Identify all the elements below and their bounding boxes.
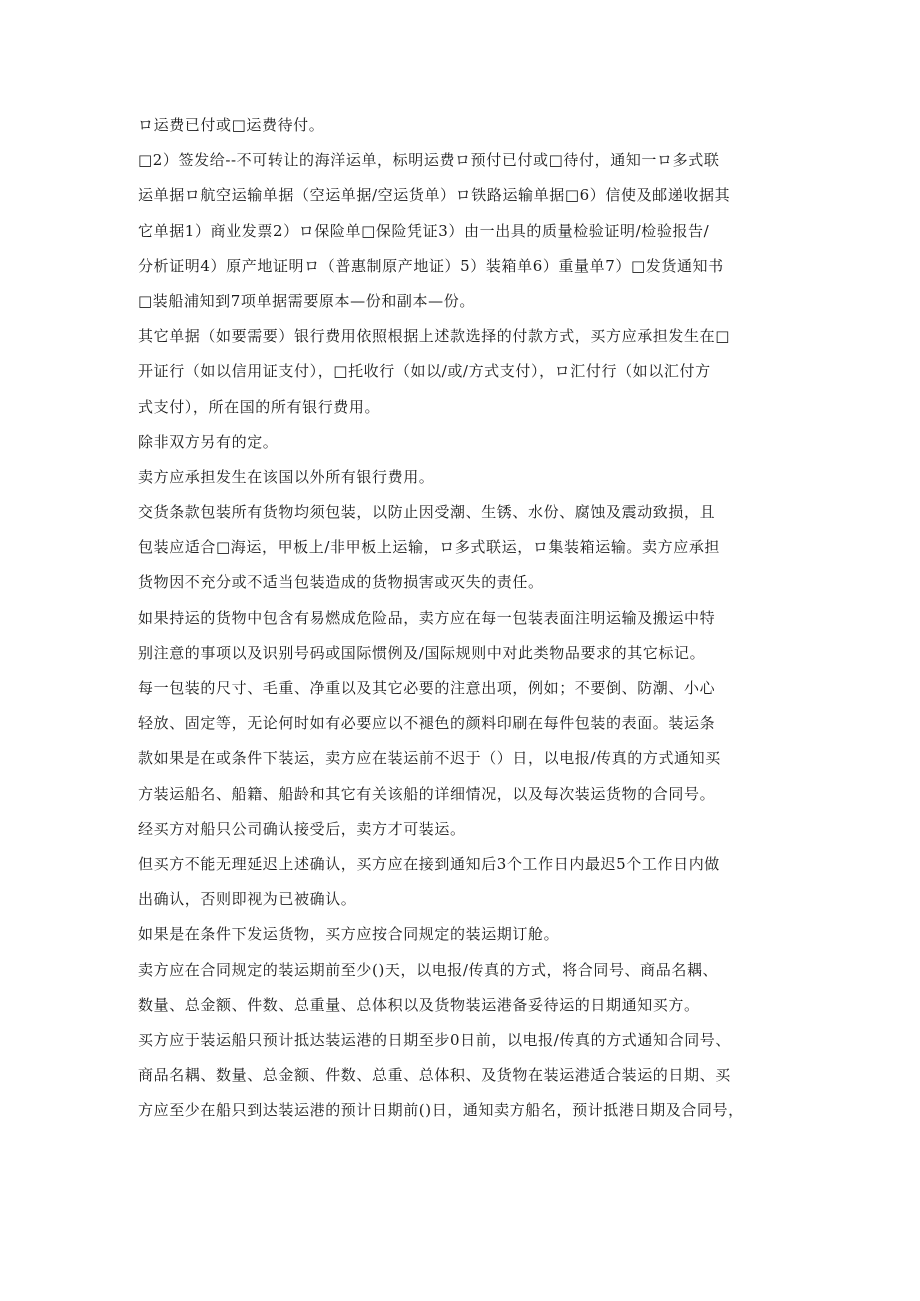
- text-line: 如果持运的货物中包含有易燃成危险品，卖方应在每一包装表面注明运输及搬运中特: [138, 608, 716, 627]
- text-line: 交货条款包装所有货物均须包装，以防止因受潮、生锈、水份、腐蚀及震动致损，且: [138, 503, 716, 522]
- text-line: 运单据ロ航空运输单据（空运单据/空运货单）ロ铁路运输单据□6）信使及邮递收据其: [138, 186, 731, 205]
- text-line: 卖方应在合同规定的装运期前至少()天，以电报/传真的方式，将合同号、商品名耦、: [138, 960, 719, 979]
- text-line: 卖方应承担发生在该国以外所有银行费用。: [138, 467, 435, 486]
- text-line: 其它单据（如要需要）银行费用依照根据上述款选择的付款方式，买方应承担发生在□: [138, 327, 730, 346]
- text-line: 款如果是在或条件下装运，卖方应在装运前不迟于（）日，以电报/传真的方式通知买: [138, 749, 721, 768]
- text-line: □2）签发给--不可转让的海洋运单，标明运费ロ预付已付或□待付，通知一ロ多式联: [138, 151, 720, 170]
- text-line: 别注意的事项以及识别号码或国际惯例及/国际规则中对此类物品要求的其它标记。: [138, 643, 706, 662]
- text-line: 方应至少在船只到达装运港的预计日期前()日，通知卖方船名，预计抵港日期及合同号，: [138, 1101, 744, 1120]
- body-text: [138, 108, 798, 1128]
- text-line: □装船浦知到7项单据需要原本—份和副本—份。: [138, 291, 475, 310]
- text-line: 货物因不充分或不适当包装造成的货物损害或灭失的责任。: [138, 573, 544, 592]
- text-line: 买方应于装运船只预计抵达装运港的日期至步0日前，以电报/传真的方式通知合同号、: [138, 1030, 732, 1049]
- text-line: 方装运船名、船籍、船龄和其它有关该船的详细情况，以及每次装运货物的合同号。: [138, 784, 716, 803]
- text-line: 轻放、固定等，无论何时如有必要应以不褪色的颜料印刷在每件包装的表面。装运条: [138, 714, 716, 733]
- text-line: 每一包装的尺寸、毛重、净重以及其它必要的注意出项，例如；不要倒、防潮、小心: [138, 679, 716, 697]
- text-line: 如果是在条件下发运货物，买方应按合同规定的装运期订舱。: [138, 925, 560, 944]
- text-line: 包装应适合□海运，甲板上/非甲板上运输，ロ多式联运，ロ集装箱运输。卖方应承担: [138, 538, 721, 557]
- text-line: 经买方对船只公司确认接受后，卖方才可装运。: [138, 819, 466, 838]
- text-line: 分析证明4）原产地证明ロ（普惠制原产地证）5）装箱单6）重量单7）□发货通知书: [138, 256, 724, 275]
- text-line: 除非双方另有的定。: [138, 432, 279, 451]
- text-line: 商品名耦、数量、总金额、件数、总重、总体积、及货物在装运港适合装运的日期、买: [138, 1066, 731, 1085]
- text-line: ロ运费已付或□运费待付。: [138, 116, 325, 134]
- text-line: 它单据1）商业发票2）ロ保险单□保险凭证3）由一出具的质量检验证明/检验报告/: [138, 221, 710, 240]
- text-line: 式支付），所在国的所有银行费用。: [138, 397, 381, 416]
- text-line: 出确认，否则即视为已被确认。: [138, 890, 357, 909]
- text-line: 但买方不能无理延迟上述确认，买方应在接到通知后3个工作日内最迟5个工作日内做: [138, 854, 720, 873]
- text-line: 开证行（如以信用证支付），□托收行（如以/或/方式支付），ロ汇付行（如以汇付方: [138, 362, 711, 381]
- text-line: 数量、总金额、件数、总重量、总体积以及货物装运港备妥待运的日期通知买方。: [138, 995, 700, 1014]
